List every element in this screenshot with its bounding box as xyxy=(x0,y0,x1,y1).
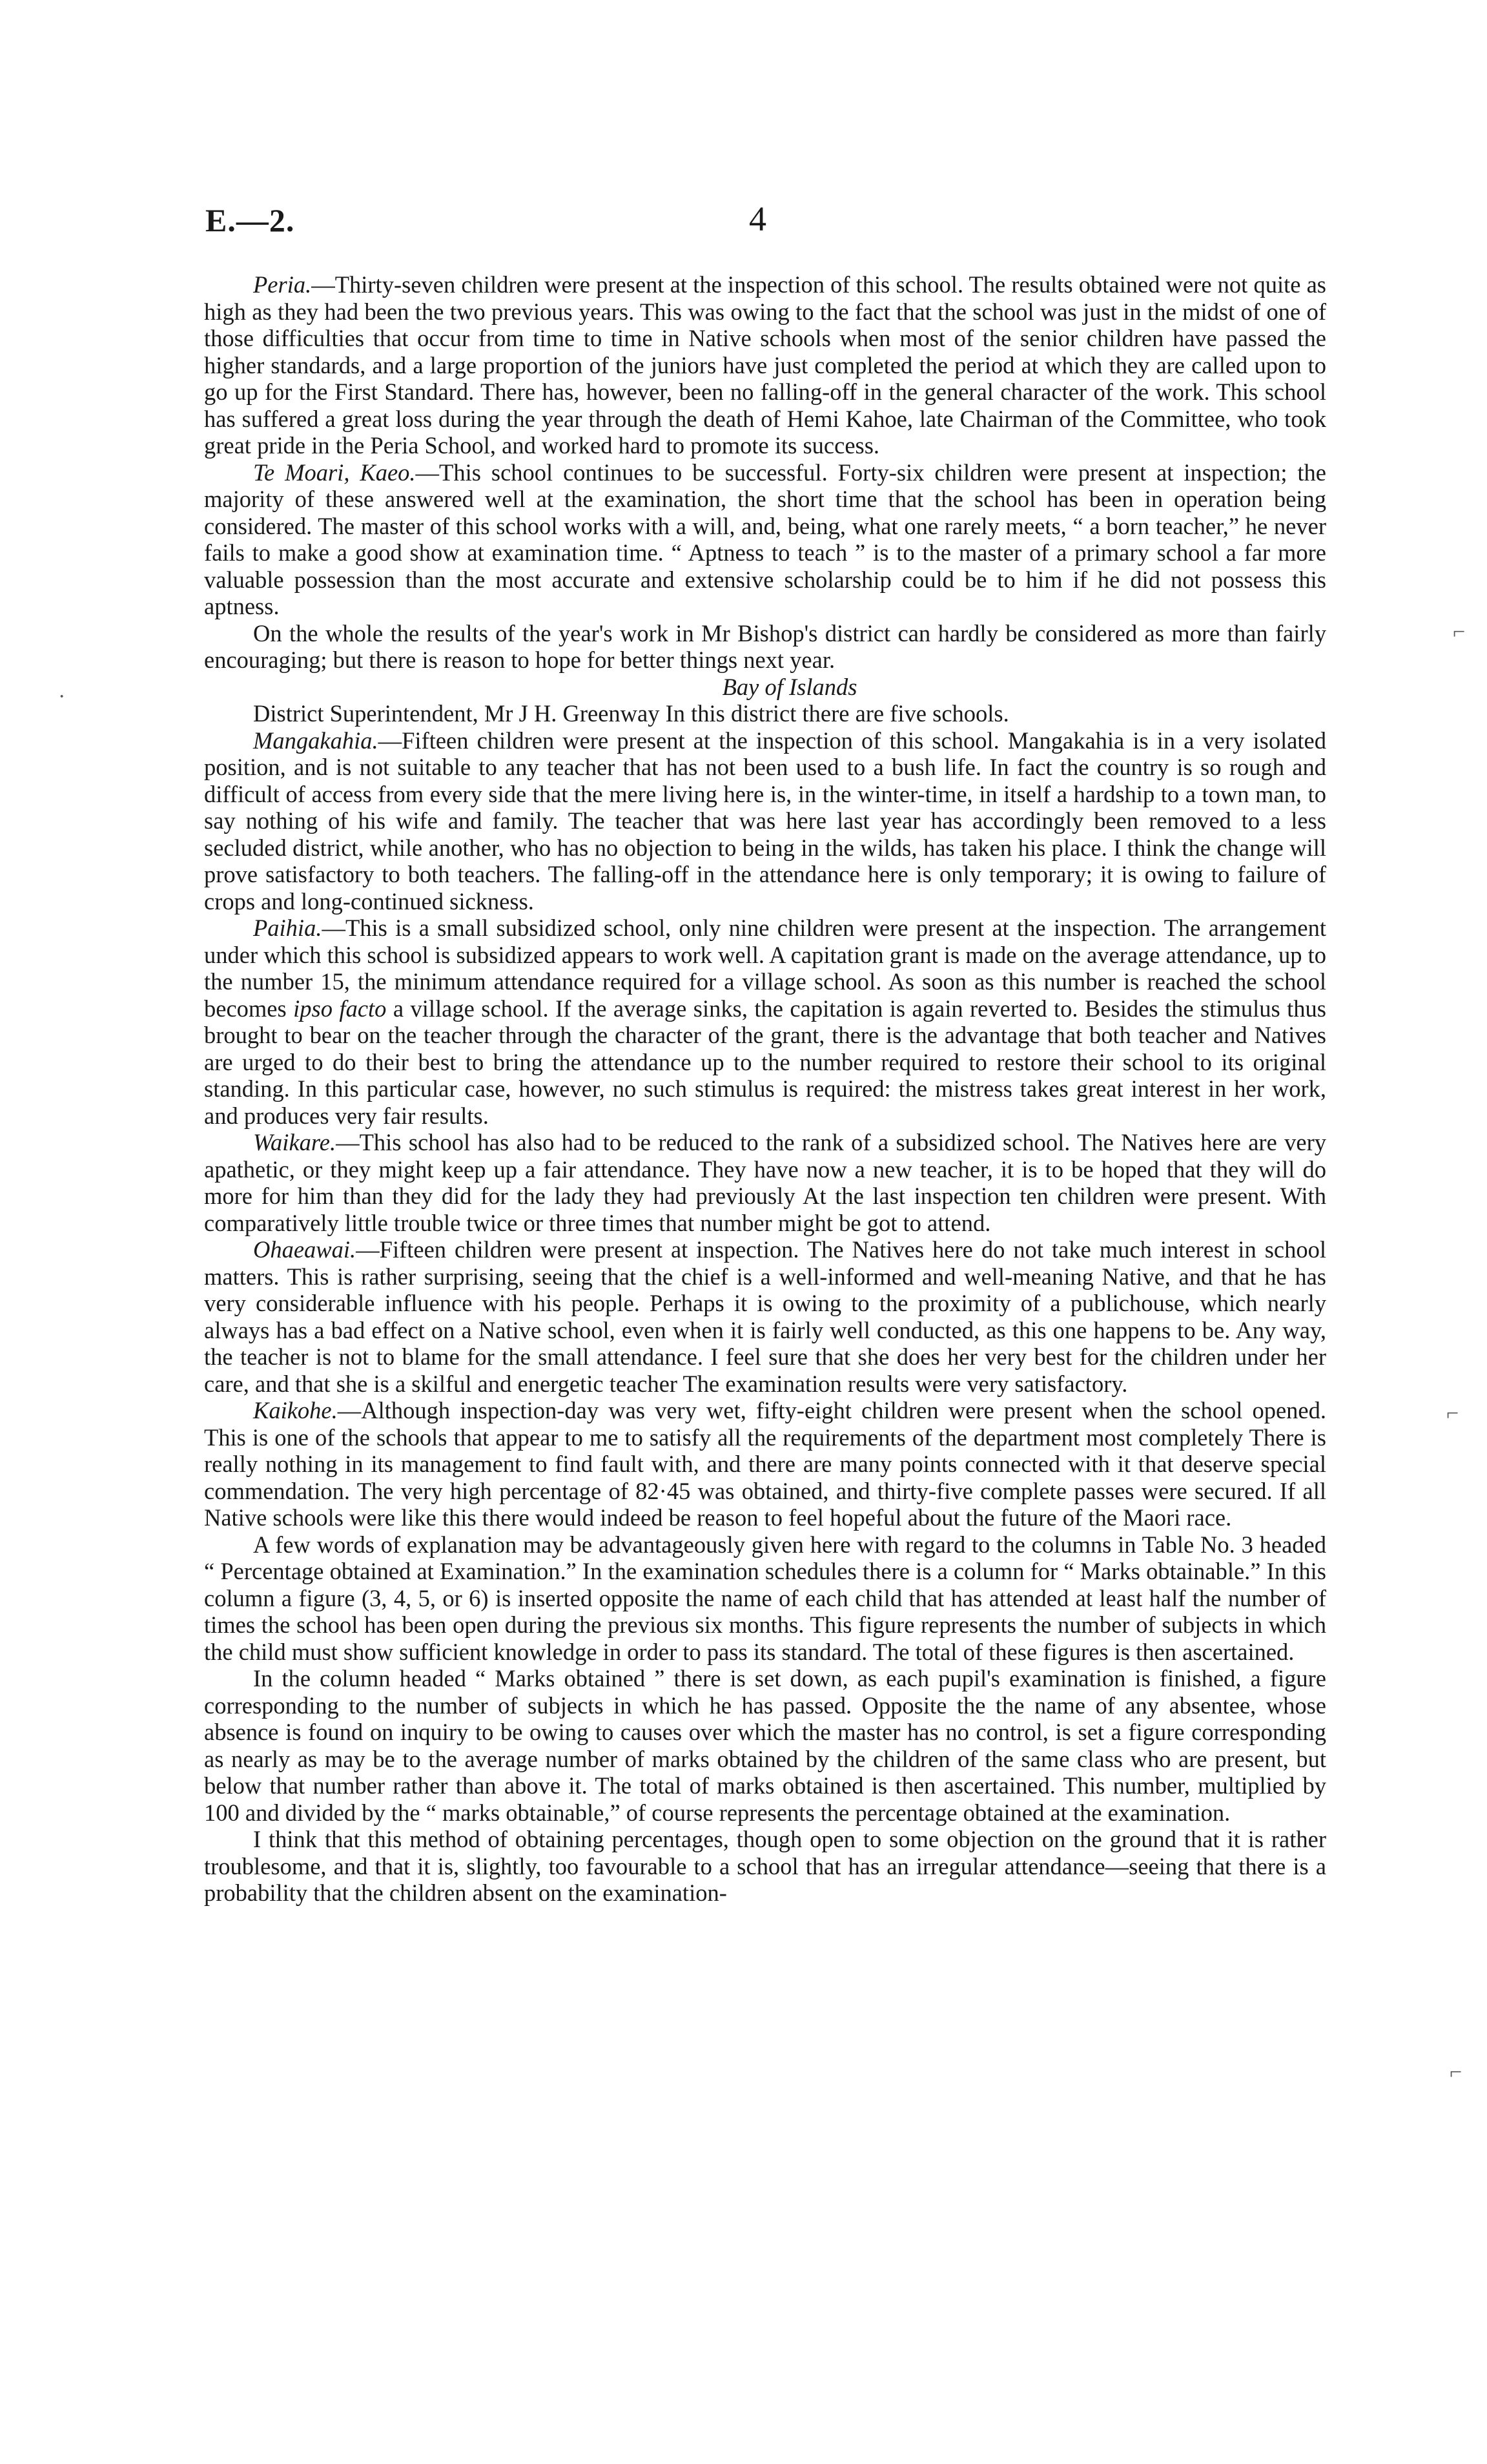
school-name-mangakahia: Mangakahia. xyxy=(253,727,378,754)
paragraph-kaikohe xyxy=(204,1397,1326,1531)
paragraph-bishop-summary: On the whole the results of the year's work in Mr Bishop's district can hardly be considered as more than fairly encouraging; but there is reason to hope for better things next year. xyxy=(204,619,1326,673)
paragraph-paihia xyxy=(204,915,1326,1129)
margin-speck: · xyxy=(58,685,66,709)
paragraph-peria xyxy=(204,271,1326,459)
margin-tick-mark: ⌐ xyxy=(1446,1402,1459,1425)
margin-tick-mark: ⌐ xyxy=(1450,2060,1462,2084)
paragraph-paihia-text-a: —This is a small subsidized school, only nine children were present at the inspection. The arrangement under which this school is subsidized appears to work well. A capitation grant is made on the average attendance, up to the number 15, the minimum attendance required for a village school. As soon as this number is reached the school becomes xyxy=(204,915,1326,1022)
latin-phrase: ipso facto xyxy=(293,995,387,1022)
school-name-ohaeawai: Ohaeawai. xyxy=(253,1236,356,1263)
paragraph-paihia-text-b: a village school. If the average sinks, the capitation is again reverted to. Besides the stimulus thus brought to bear on the teacher through the character of the grant, there is the advantage that both teacher and Natives are urged to do their best to bring the attendance up to the number required to restore their school to its original standing. In this particular case, however, no such stimulus is required: the mistress takes great interest in her work, and produces very fair results. xyxy=(204,995,1326,1129)
paragraph-te-moari-text: —This school continues to be successful. Forty-six children were present at inspection; the majority of these answered well at the examination, the short time that the school has been in operation being considered. The master of this school works with a will, and, being, what one rarely meets, “ a born teacher,” he never fails to make a good show at examination time. “ Aptness to teach ” is to the master of a primary school a far more valuable possession than the most accurate and extensive scholarship could be to him if he did not possess this aptness. xyxy=(204,459,1326,619)
school-name-te-moari: Te Moari, Kaeo. xyxy=(253,459,416,486)
paragraph-mangakahia-text: —Fifteen children were present at the inspection of this school. Mangakahia is in a very isolated position, and is not suitable to any teacher that has not been used to a bush life. In fact the country is so rough and difficult of access from every side that the mere living here is, in the winter-time, in itself a hardship to a town man, to say nothing of his wife and family. The teacher that was here last year has accordingly been removed to a less secluded district, while another, who has no objection to being in the wilds, has taken his place. I think the change will prove satisfactory to both teachers. The falling-off in the attendance here is only temporary; it is owing to failure of crops and long-continued sickness. xyxy=(204,727,1326,915)
margin-tick-mark: ⌐ xyxy=(1453,620,1466,644)
paragraph-explanation: A few words of explanation may be advantageously given here with regard to the columns in Table No. 3 headed “ Percentage obtained at Examination.” In the examination schedules there is a column for “ Marks obtainable.” In this column a figure (3, 4, 5, or 6) is inserted opposite the name of each child that has attended at least half the number of times the school has been open during the previous six months. This figure represents the number of subjects in which the child must show sufficient knowledge in order to pass its standard. The total of these figures is then ascertained. xyxy=(204,1531,1326,1665)
paragraph-mangakahia xyxy=(204,727,1326,915)
school-name-peria: Peria. xyxy=(253,271,312,298)
school-name-kaikohe: Kaikohe. xyxy=(253,1397,338,1424)
page-number: 4 xyxy=(749,200,766,238)
paragraph-ohaeawai xyxy=(204,1236,1326,1397)
school-name-paihia: Paihia. xyxy=(253,915,322,941)
paragraph-kaikohe-text: —Although inspection-day was very wet, fifty-eight children were present when the school opened. This is one of the schools that appear to me to satisfy all the requirements of the department most completely There is really nothing in its management to find fault with, and there are many points connected with it that deserve special commendation. The very high percentage of 82·45 was obtained, and thirty-five complete passes were secured. If all Native schools were like this there would indeed be reason to feel hopeful about the future of the Maori race. xyxy=(204,1397,1326,1531)
page-header xyxy=(0,202,1487,253)
section-heading-bay-of-islands: Bay of Islands xyxy=(722,673,857,700)
paragraph-ohaeawai-text: —Fifteen children were present at inspection. The Natives here do not take much interest in school matters. This is rather surprising, seeing that the chief is a well-informed and well-meaning Native, and that he has very considerable influence with his people. Perhaps it is owing to the proximity of a publichouse, which nearly always has a bad effect on a Native school, even when it is fairly well conducted, as this one happens to be. Any way, the teacher is not to blame for the small attendance. I feel sure that she does her very best for the children under her care, and that she is a skilful and energetic teacher The examination results were very satisfactory. xyxy=(204,1236,1326,1397)
paragraph-marks-obtained: In the column headed “ Marks obtained ” there is set down, as each pupil's examination is finished, a figure corresponding to the number of subjects in which he has passed. Opposite the the name of any absentee, whose absence is found on inquiry to be owing to causes over which the master has no control, is set a figure corresponding as nearly as may be to the average number of marks obtained by the children of the same class who are present, but below that number rather than above it. The total of marks obtained is then ascertained. This number, multiplied by 100 and divided by the “ marks obtainable,” of course represents the percentage obtained at the examination. xyxy=(204,1665,1326,1826)
paragraph-conclusion: I think that this method of obtaining percentages, though open to some objection on the ground that it is rather troublesome, and that it is, slightly, too favourable to a school that has an irregular attendance—seeing that there is a probability that the children absent on the examination- xyxy=(204,1826,1326,1906)
paragraph-waikare xyxy=(204,1129,1326,1236)
document-reference: E.—2. xyxy=(205,202,295,238)
paragraph-te-moari xyxy=(204,459,1326,620)
paragraph-peria-text: —Thirty-seven children were present at the inspection of this school. The results obtained were not quite as high as they had been the two previous years. This was owing to the fact that the school was just in the midst of one of those difficulties that occur from time to time in Native schools when most of the senior children have passed the higher standards, and a large proportion of the juniors have just completed the period at which they are called upon to go up for the First Standard. There has, however, been no falling-off in the general character of the work. This school has suffered a great loss during the year through the death of Hemi Kahoe, late Chairman of the Committee, who took great pride in the Peria School, and worked hard to promote its success. xyxy=(204,271,1326,459)
school-name-waikare: Waikare. xyxy=(253,1129,336,1155)
paragraph-waikare-text: —This school has also had to be reduced to the rank of a subsidized school. The Natives here are very apathetic, or they might keep up a fair attendance. They have now a new teacher, it is to be hoped that they will do more for him than they did for the lady they had previously At the last inspection ten children were present. With comparatively little trouble twice or three times that number might be got to attend. xyxy=(204,1129,1326,1236)
paragraph-superintendent: District Superintendent, Mr J H. Greenway In this district there are five schools. xyxy=(253,700,1009,727)
report-body xyxy=(204,271,1326,1907)
